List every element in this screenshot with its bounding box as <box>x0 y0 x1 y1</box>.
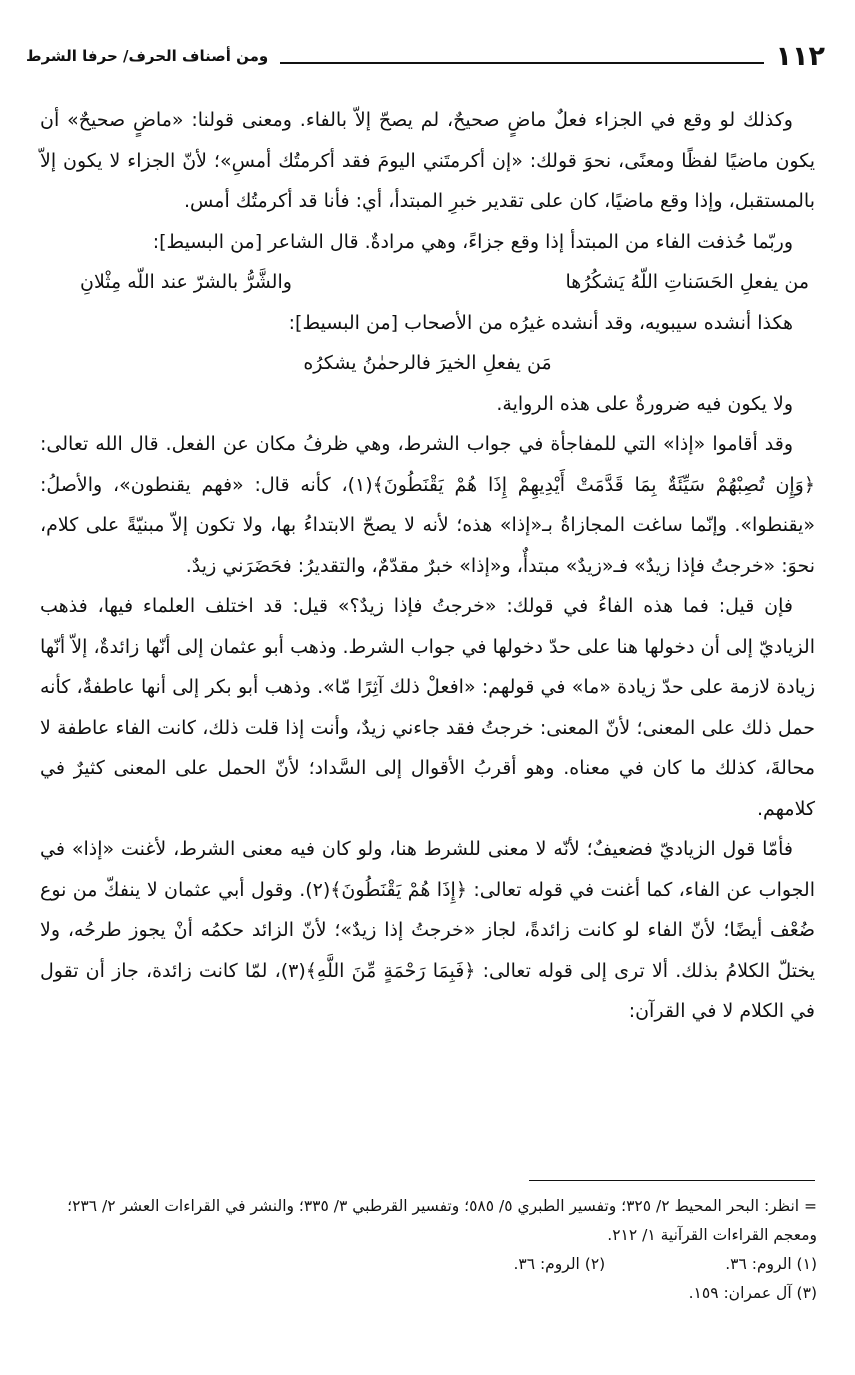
paragraph: ولا يكون فيه ضرورةٌ على هذه الرواية. <box>496 392 793 415</box>
verse-second-hemistich: والشَّرُّ بالشرّ عند اللّه مِثْلانِ <box>80 271 292 293</box>
page-header <box>26 36 825 76</box>
footnote-continued: = انظر: البحر المحيط ٢/ ٣٢٥؛ وتفسير الطبري ٥/ ٥٨٥؛ وتفسير القرطبي ٣/ ٣٣٥؛ والنشر في القراءات العشر ٢/ ٢٣٦؛ ومعجم القراءات القرآنية ١/ ٢١٢. <box>67 1197 817 1244</box>
footnote-1: (١) الروم: ٣٦. <box>725 1255 817 1273</box>
paragraph: وقد أقاموا «إذا» التي للمفاجأة في جواب الشرط، وهي ظرفُ مكان عن الفعل. قال الله تعالى: ﴿وَإِن تُصِبْهُمْ سَيِّئَةٌ بِمَا قَدَّمَتْ أَيْدِيهِمْ إِذَا هُمْ يَقْنَطُونَ﴾(١)، كأنه قال: «فهم يقنطون»، والأصلُ: «يقنطوا». وإنّما ساغت المجازاةُ بـ«إذا» هذه؛ لأنه لا يصحّ الابتداءُ بها، ولا تكون إلاّ مبنيّةً على كلام، نحوَ: «خرجتُ فإذا زيدٌ» فـ«زيدٌ» مبتدأٌ، و«إذا» خبرٌ مقدّمٌ، والتقديرُ: فحَضَرَني زيدٌ. <box>40 433 815 577</box>
header-rule <box>280 62 763 64</box>
footnotes <box>40 1192 817 1308</box>
verse-first-hemistich: من يفعلِ الحَسَناتِ اللّهُ يَشكُرُها <box>565 271 809 293</box>
footnote-separator <box>529 1180 815 1181</box>
paragraph: فأمّا قول الزياديّ فضعيفٌ؛ لأنّه لا معنى للشرط هنا، ولو كان فيه معنى الشرط، لأغنت «إذا» في الجواب عن الفاء، كما أغنت في قوله تعالى: ﴿إِذَا هُمْ يَقْنَطُونَ﴾(٢). وقول أبي عثمان لا ينفكّ من نوع ضُعْف أيضًا؛ لأنّ الفاء لو كانت زائدةً، لجاز «خرجتُ إذا زيدٌ»؛ لأنّ الزائد حكمُه أنْ يجوز طرحُه، ولا يختلّ الكلامُ بذلك. ألا ترى إلى قوله تعالى: ﴿فَبِمَا رَحْمَةٍ مِّنَ اللَّهِ﴾(٣)، لمّا كانت زائدة، جاز أن تقول في الكلام لا في القرآن: <box>40 838 815 1022</box>
paragraph: وكذلك لو وقع في الجزاء فعلٌ ماضٍ صحيحٌ، لم يصحّ إلاّ بالفاء. ومعنى قولنا: «ماضٍ صحيحٌ» أن يكون ماضيًا لفظًا ومعنًى، نحوَ قولك: «إن أكرمتَني اليومَ فقد أكرمتُك أمسِ»؛ لأنّ الجزاء لا يكون إلاّ بالمستقبل، وإذا وقع ماضيًا، كان على تقدير خبرِ المبتدأ، أي: فأنا قد أكرمتُك أمس. <box>40 109 815 212</box>
paragraph: وربّما حُذفت الفاء من المبتدأ إذا وقع جزاءً، وهي مرادةٌ. قال الشاعر [من البسيط]: <box>152 230 793 253</box>
running-title: ومن أصناف الحرف/ حرفا الشرط <box>26 47 269 65</box>
footnote-3: (٣) آل عمران: ١٥٩. <box>688 1284 817 1302</box>
page-number: ١١٢ <box>775 40 825 72</box>
poetry-verse-single: مَن يفعلِ الخيرَ فالرحمٰنُ يشكرُه <box>303 352 552 374</box>
main-text <box>40 100 815 1032</box>
footnote-row <box>40 1250 817 1279</box>
footnote-2: (٢) الروم: ٣٦. <box>513 1255 606 1273</box>
poetry-verse <box>40 262 815 303</box>
paragraph: فإن قيل: فما هذه الفاءُ في قولك: «خرجتُ فإذا زيدٌ؟» قيل: قد اختلف العلماء فيها، فذهب الزياديّ إلى أن دخولها هنا على حدّ دخولها في جواب الشرط. وذهب أبو عثمان إلى أنّها زائدةٌ، إلاّ أنّها زيادة لازمة على حدّ زيادة «ما» في قولهم: «افعلْ ذلك آثِرًا مّا». وذهب أبو بكر إلى أنها عاطفةٌ، كأنه حمل ذلك على المعنى؛ لأنّ المعنى: خرجتُ فقد جاءني زيدٌ، وأنت إذا قلت ذلك، كانت الفاء عاطفة لا محالةَ، كذلك ما كان في معناه. وهو أقربُ الأقوال إلى السَّداد؛ لأنّ الحمل على المعنى كثيرٌ في كلامهم. <box>40 595 815 820</box>
paragraph: هكذا أنشده سيبويه، وقد أنشده غيرُه من الأصحاب [من البسيط]: <box>288 311 793 334</box>
